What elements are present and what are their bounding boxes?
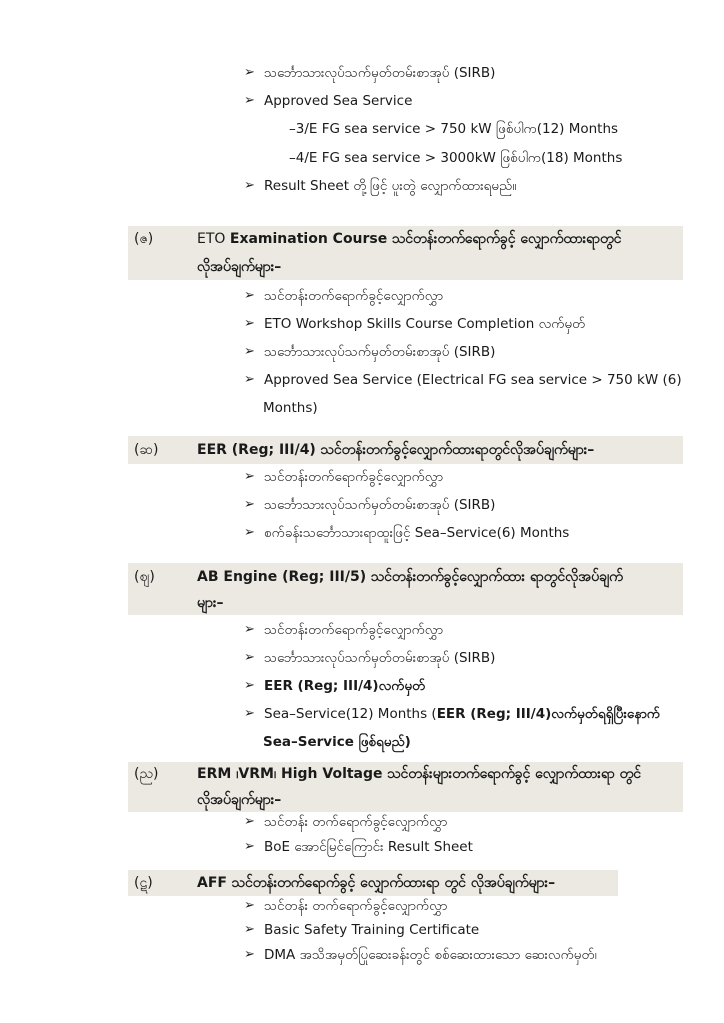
arrow-bullet-icon: ➢ (244, 947, 255, 962)
arrow-bullet-icon: ➢ (244, 922, 255, 937)
list-item: ➢ သင်တန်းတက်ရောက်ခွင့်လျှောက်လွှာ (244, 622, 443, 638)
arrow-bullet-icon: ➢ (244, 678, 255, 693)
arrow-bullet-icon: ➢ (244, 372, 255, 387)
list-item: ➢ ETO Workshop Skills Course Completion လက်မှတ် (244, 316, 586, 332)
section-title-line2: လိုအပ်ချက်များ– (197, 792, 282, 808)
section-title-line2: လိုအပ်ချက်များ– (197, 259, 282, 275)
sub-item: –3/E FG sea service > 750 kW ဖြစ်ပါက(12) Months (289, 121, 619, 137)
list-item: ➢ သင်တန်းတက်ရောက်ခွင့်လျှောက်လွှာ (244, 469, 443, 485)
arrow-bullet-icon: ➢ (244, 469, 255, 484)
arrow-bullet-icon: ➢ (244, 525, 255, 540)
list-item-continuation: Months) (263, 400, 318, 416)
section-number: (ဆ) (134, 442, 159, 458)
section-title: AB Engine (Reg; III/5) သင်တန်းတက်ခွင့်လျှောက်ထား ရာတွင်လိုအပ်ချက် (197, 569, 623, 585)
section-number: (ဇ) (134, 231, 154, 247)
list-item: ➢ သင်္ဘောသားလုပ်သက်မှတ်တမ်းစာအုပ် (SIRB) (244, 650, 496, 666)
list-item-continuation: Sea–Service ဖြစ်ရမည်) (263, 734, 411, 750)
list-item: ➢ Basic Safety Training Certificate (244, 922, 480, 938)
arrow-bullet-icon: ➢ (244, 316, 255, 331)
list-item: ➢ Sea–Service(12) Months ( EER (Reg; III/4) လက်မှတ်ရရှိပြီးနောက် (244, 706, 660, 722)
list-item: ➢ Approved Sea Service (Electrical FG sea service > 750 kW (6) (244, 372, 682, 388)
arrow-bullet-icon: ➢ (244, 178, 255, 193)
arrow-bullet-icon: ➢ (244, 93, 255, 108)
arrow-bullet-icon: ➢ (244, 622, 255, 637)
list-item: ➢ သင်္ဘောသားလုပ်သက်မှတ်တမ်းစာအုပ် (SIRB) (244, 344, 496, 360)
arrow-bullet-icon: ➢ (244, 898, 255, 913)
list-item: ➢ သင်တန်း တက်ရောက်ခွင့်လျှောက်လွှာ (244, 898, 448, 914)
sub-item: –4/E FG sea service > 3000kW ဖြစ်ပါက(18) Months (289, 150, 623, 166)
arrow-bullet-icon: ➢ (244, 814, 255, 829)
section-title: ETO Examination Course သင်တန်းတက်ရောက်ခွင့် လျှောက်ထားရာတွင် (197, 231, 622, 247)
list-item: ➢ EER (Reg; III/4)လက်မှတ် (244, 678, 426, 694)
arrow-bullet-icon: ➢ (244, 706, 255, 721)
list-item: ➢ Approved Sea Service (244, 93, 413, 109)
list-item: ➢ Result Sheet တို့ဖြင့် ပူးတွဲ လျှောက်ထားရမည်။ (244, 178, 517, 194)
arrow-bullet-icon: ➢ (244, 65, 255, 80)
arrow-bullet-icon: ➢ (244, 288, 255, 303)
arrow-bullet-icon: ➢ (244, 344, 255, 359)
list-item: ➢ သင်္ဘောသားလုပ်သက်မှတ်တမ်းစာအုပ် (SIRB) (244, 65, 496, 81)
arrow-bullet-icon: ➢ (244, 650, 255, 665)
section-number: (ည) (134, 766, 159, 782)
section-title-line2: များ– (197, 595, 224, 611)
section-number: (ဈ) (134, 569, 155, 585)
section-number: (ဋ) (134, 875, 153, 891)
list-item: ➢ သင်္ဘောသားလုပ်သက်မှတ်တမ်းစာအုပ် (SIRB) (244, 497, 496, 513)
arrow-bullet-icon: ➢ (244, 839, 255, 854)
section-title: AFF သင်တန်းတက်ရောက်ခွင့် လျှောက်ထားရာ တွင် လိုအပ်ချက်များ– (197, 875, 556, 891)
list-item: ➢ DMA အသိအမှတ်ပြုဆေးခန်းတွင် စစ်ဆေးထားသော ဆေးလက်မှတ်၊ (244, 947, 597, 963)
list-item: ➢ BoE အောင်မြင်ကြောင်း Result Sheet (244, 839, 473, 855)
arrow-bullet-icon: ➢ (244, 497, 255, 512)
list-item: ➢ စက်ခန်းသင်္ဘောသားရာထူးဖြင့် Sea–Service(6) Months (244, 525, 570, 541)
section-title: ERM ၊VRM၊ High Voltage သင်တန်းများတက်ရောက်ခွင့် လျှောက်ထားရာ တွင် (197, 766, 642, 782)
list-item: ➢ သင်တန်း တက်ရောက်ခွင့်လျှောက်လွှာ (244, 814, 448, 830)
section-title: EER (Reg; III/4) သင်တန်းတက်ခွင့်လျှောက်ထားရာတွင်လိုအပ်ချက်များ– (197, 442, 595, 458)
list-item: ➢ သင်တန်းတက်ရောက်ခွင့်လျှောက်လွှာ (244, 288, 443, 304)
